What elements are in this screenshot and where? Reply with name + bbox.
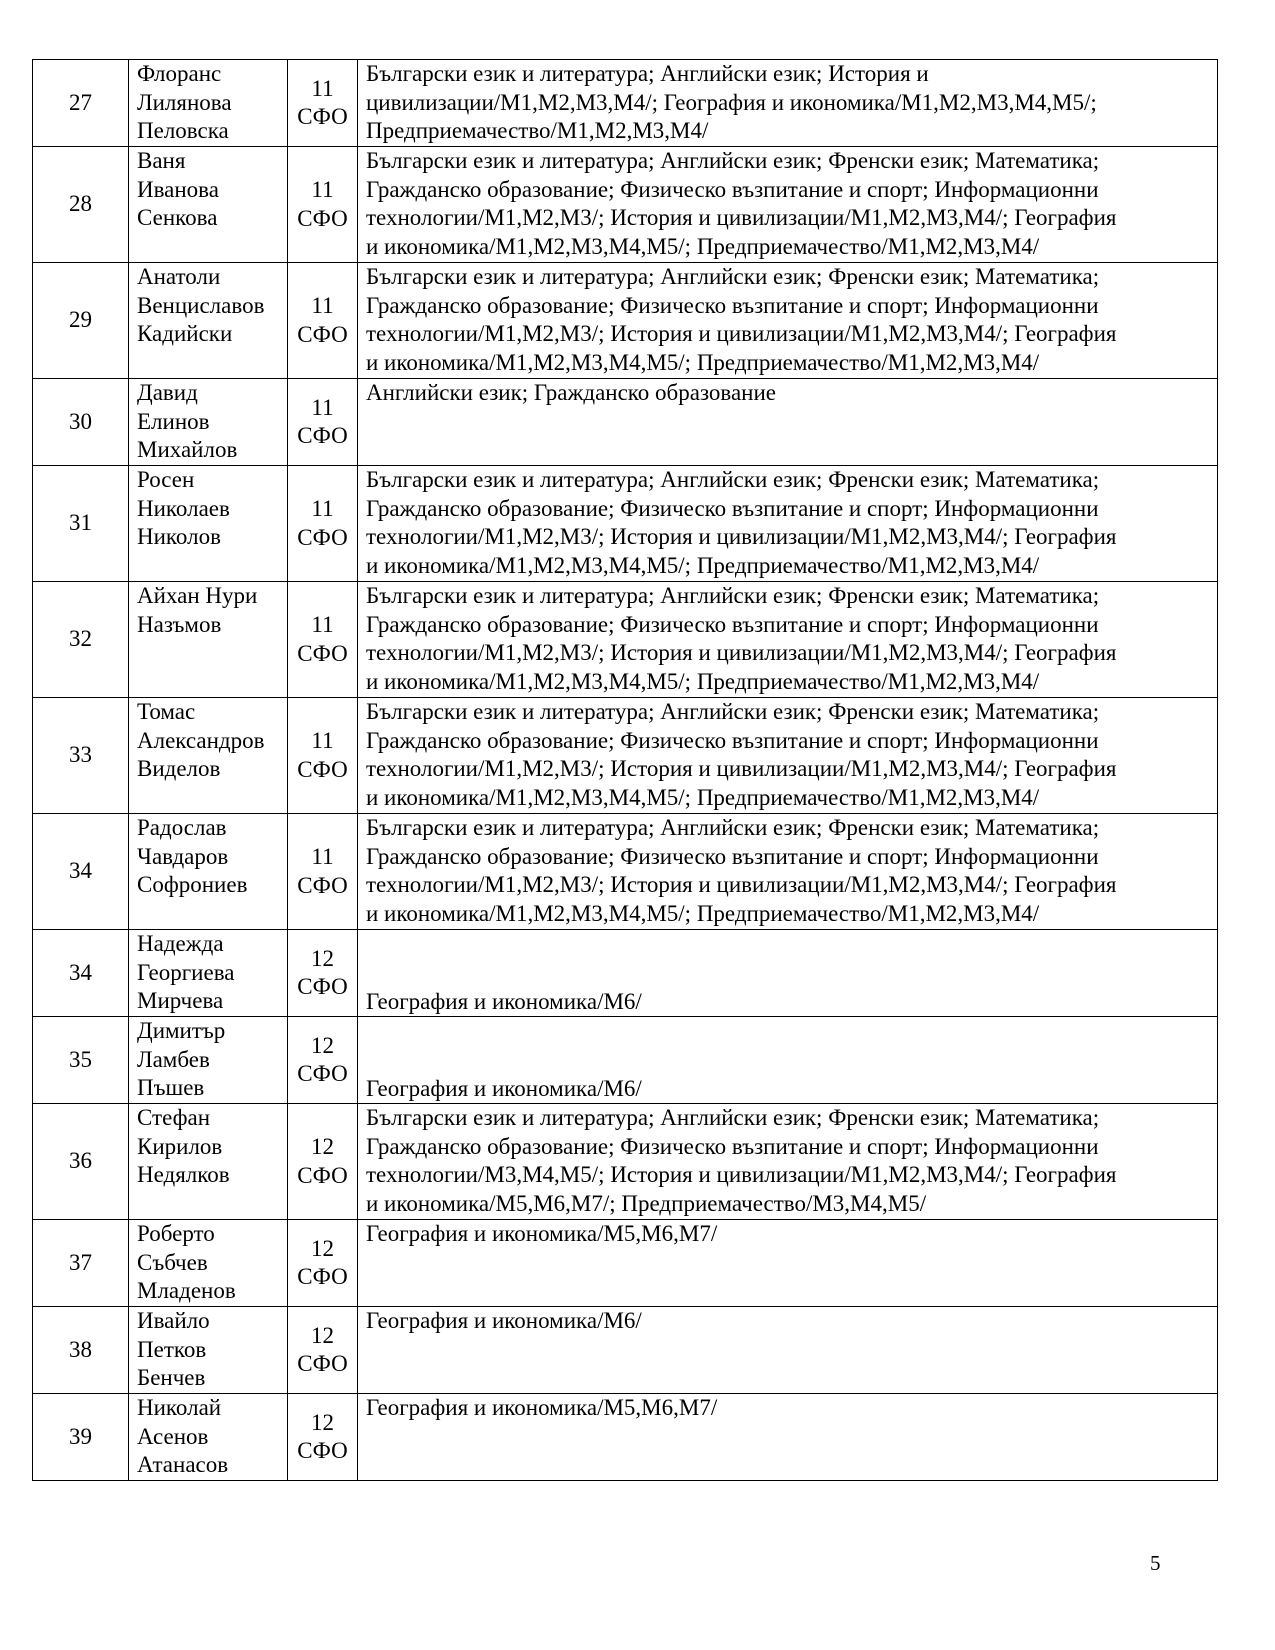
student-name-line: Младенов: [137, 1278, 236, 1303]
table-row: [33, 466, 1218, 582]
student-name: [129, 263, 288, 379]
table-row: [33, 1017, 1218, 1104]
student-name-line: Сенкова: [137, 205, 218, 230]
student-name-line: Надежда: [137, 931, 224, 956]
subjects-cell: [358, 379, 1218, 466]
student-name-line: Ваня: [137, 148, 186, 173]
student-name-line: Ивайло: [137, 1308, 210, 1333]
subjects-line: Гражданско образование; Физическо възпитание и спорт; Информационни: [366, 611, 1099, 637]
student-name: [129, 1017, 288, 1104]
subjects-line: Гражданско образование; Физическо възпитание и спорт; Информационни: [366, 843, 1099, 869]
student-name-line: Ламбев: [137, 1046, 210, 1072]
class-cell: [288, 60, 358, 147]
subjects-line: и икономика/М1,М2,М3,М4,М5/; Предприемачество/М1,М2,М3,М4/: [366, 349, 1040, 375]
subjects-cell: [358, 1017, 1218, 1104]
subjects-cell: [358, 930, 1218, 1017]
class-cell: [288, 1394, 358, 1481]
student-name-line: Айхан Нури: [137, 583, 258, 608]
student-name-line: Томас: [137, 699, 196, 724]
subjects-line: и икономика/М1,М2,М3,М4,М5/; Предприемачество/М1,М2,М3,М4/: [366, 233, 1040, 259]
student-name-line: Чавдаров: [137, 843, 229, 869]
class-cell: [288, 1104, 358, 1220]
class-line: 11: [311, 844, 334, 869]
subjects-line: технологии/М1,М2,М3/; История и цивилизации/М1,М2,М3,М4/; География: [366, 756, 1117, 781]
class-line: СФО: [297, 104, 348, 129]
students-table: [32, 59, 1218, 1481]
subjects-line: Гражданско образование; Физическо възпитание и спорт; Информационни: [366, 176, 1099, 202]
class-cell: [288, 1017, 358, 1104]
student-name-line: Анатоли: [137, 264, 221, 289]
class-line: 12: [311, 945, 334, 971]
student-name: [129, 147, 288, 263]
subjects-line: Български език и литература; Английски език; Френски език; Математика;: [366, 583, 1100, 608]
class-line: 11: [311, 394, 334, 420]
class-line: 11: [311, 75, 334, 101]
subjects-cell: [358, 814, 1218, 930]
subjects-line: и икономика/М1,М2,М3,М4,М5/; Предприемачество/М1,М2,М3,М4/: [366, 668, 1040, 694]
subjects-cell: [358, 1220, 1218, 1307]
subjects-line: и икономика/М1,М2,М3,М4,М5/; Предприемачество/М1,М2,М3,М4/: [366, 900, 1040, 926]
subjects-line: технологии/М3,М4,М5/; История и цивилизации/М1,М2,М3,М4/; География: [366, 1162, 1117, 1187]
student-name: [129, 466, 288, 582]
student-name-line: Софрониев: [137, 872, 248, 897]
subjects-line: Български език и литература; Английски език; Френски език; Математика;: [366, 264, 1100, 289]
student-name-line: Давид: [137, 380, 198, 405]
row-number: 30: [33, 379, 129, 466]
subjects-line: и икономика/М1,М2,М3,М4,М5/; Предприемачество/М1,М2,М3,М4/: [366, 784, 1040, 810]
row-number: 29: [33, 263, 129, 379]
subjects-line: Български език и литература; Английски език; История и: [366, 61, 929, 86]
class-line: СФО: [297, 1061, 348, 1086]
class-line: СФО: [297, 423, 348, 448]
table-body: [33, 60, 1218, 1481]
table-row: [33, 582, 1218, 698]
table-row: [33, 814, 1218, 930]
class-line: 12: [311, 1235, 334, 1261]
class-cell: [288, 814, 358, 930]
class-cell: [288, 1307, 358, 1394]
table-row: [33, 930, 1218, 1017]
subjects-line: География и икономика/М6/: [366, 1308, 642, 1333]
subjects-line: Български език и литература; Английски език; Френски език; Математика;: [366, 467, 1100, 492]
class-cell: [288, 379, 358, 466]
subjects-line: Гражданско образование; Физическо възпитание и спорт; Информационни: [366, 727, 1099, 753]
class-line: 11: [311, 728, 334, 753]
student-name-line: Събчев: [137, 1249, 208, 1275]
table-row: [33, 1104, 1218, 1220]
class-line: 11: [311, 293, 334, 318]
subjects-line: Гражданско образование; Физическо възпитание и спорт; Информационни: [366, 1133, 1099, 1159]
student-name-line: Виделов: [137, 756, 221, 781]
table-row: [33, 698, 1218, 814]
subjects-line: технологии/М1,М2,М3/; История и цивилизации/М1,М2,М3,М4/; География: [366, 524, 1117, 549]
class-line: СФО: [297, 205, 348, 231]
student-name: [129, 582, 288, 698]
student-name-line: Димитър: [137, 1018, 226, 1043]
student-name-line: Флоранс: [137, 61, 222, 86]
class-cell: [288, 930, 358, 1017]
student-name-line: Венциславов: [137, 292, 265, 318]
class-line: 12: [311, 1134, 334, 1159]
subjects-line: технологии/М1,М2,М3/; История и цивилизации/М1,М2,М3,М4/; География: [366, 321, 1117, 346]
student-name-line: Лилянова: [137, 89, 232, 115]
student-name: [129, 698, 288, 814]
class-cell: [288, 1220, 358, 1307]
student-name: [129, 1220, 288, 1307]
student-name-line: Александров: [137, 727, 265, 753]
row-number: 38: [33, 1307, 129, 1394]
student-name-line: Михайлов: [137, 437, 238, 462]
student-name-line: Радослав: [137, 815, 227, 840]
subjects-line: Български език и литература; Английски език; Френски език; Математика;: [366, 699, 1100, 724]
student-name: [129, 60, 288, 147]
student-name: [129, 814, 288, 930]
subjects-cell: [358, 147, 1218, 263]
row-number: 31: [33, 466, 129, 582]
student-name-line: Кирилов: [137, 1133, 223, 1159]
student-name-line: Назъмов: [137, 611, 222, 637]
subjects-line: География и икономика/М6/: [366, 988, 642, 1014]
class-cell: [288, 147, 358, 263]
student-name: [129, 379, 288, 466]
student-name-line: Пъшев: [137, 1075, 205, 1100]
row-number: 35: [33, 1017, 129, 1104]
student-name-line: Николай: [137, 1395, 222, 1420]
student-name-line: Иванова: [137, 176, 219, 202]
subjects-cell: [358, 466, 1218, 582]
row-number: 33: [33, 698, 129, 814]
class-line: 12: [311, 1032, 334, 1058]
class-line: 12: [311, 1322, 334, 1348]
student-name-line: Асенов: [137, 1423, 209, 1449]
class-line: СФО: [297, 974, 348, 999]
class-cell: [288, 263, 358, 379]
class-line: 11: [311, 496, 334, 521]
page-number: 5: [1150, 1551, 1161, 1575]
class-line: СФО: [297, 1351, 348, 1376]
row-number: 39: [33, 1394, 129, 1481]
class-line: 11: [311, 612, 334, 637]
subjects-cell: [358, 1307, 1218, 1394]
student-name-line: Николов: [137, 524, 221, 549]
student-name: [129, 1307, 288, 1394]
row-number: 37: [33, 1220, 129, 1307]
student-name-line: Атанасов: [137, 1452, 229, 1477]
table-row: [33, 1220, 1218, 1307]
class-line: СФО: [297, 321, 348, 347]
subjects-line: цивилизации/М1,М2,М3,М4/; География и икономика/М1,М2,М3,М4,М5/;: [366, 89, 1097, 115]
class-line: СФО: [297, 756, 348, 782]
subjects-cell: [358, 1104, 1218, 1220]
table-row: [33, 379, 1218, 466]
subjects-line: Български език и литература; Английски език; Френски език; Математика;: [366, 815, 1100, 840]
class-cell: [288, 582, 358, 698]
class-line: СФО: [297, 524, 348, 550]
student-name: [129, 930, 288, 1017]
table-row: [33, 147, 1218, 263]
subjects-line: География и икономика/М5,М6,М7/: [366, 1221, 718, 1246]
student-name-line: Росен: [137, 467, 195, 492]
student-name-line: Кадийски: [137, 321, 233, 346]
class-line: СФО: [297, 1264, 348, 1289]
table-row: [33, 60, 1218, 147]
subjects-line: технологии/М1,М2,М3/; История и цивилизации/М1,М2,М3,М4/; География: [366, 640, 1117, 665]
class-cell: [288, 466, 358, 582]
student-name-line: Стефан: [137, 1105, 210, 1130]
class-cell: [288, 698, 358, 814]
class-line: СФО: [297, 1162, 348, 1188]
class-line: 12: [311, 1409, 334, 1435]
subjects-line: Гражданско образование; Физическо възпитание и спорт; Информационни: [366, 495, 1099, 521]
row-number: 27: [33, 60, 129, 147]
student-name-line: Бенчев: [137, 1365, 206, 1390]
row-number: 32: [33, 582, 129, 698]
subjects-cell: [358, 582, 1218, 698]
subjects-line: технологии/М1,М2,М3/; История и цивилизации/М1,М2,М3,М4/; География: [366, 205, 1117, 230]
class-line: 11: [311, 177, 334, 202]
student-name: [129, 1104, 288, 1220]
student-name: [129, 1394, 288, 1481]
class-line: СФО: [297, 872, 348, 898]
subjects-line: Гражданско образование; Физическо възпитание и спорт; Информационни: [366, 292, 1099, 318]
student-name-line: Петков: [137, 1336, 207, 1362]
subjects-line: География и икономика/М5,М6,М7/: [366, 1395, 718, 1420]
subjects-cell: [358, 698, 1218, 814]
table-row: [33, 263, 1218, 379]
subjects-cell: [358, 1394, 1218, 1481]
subjects-line: География и икономика/М6/: [366, 1075, 642, 1101]
subjects-cell: [358, 263, 1218, 379]
row-number: 28: [33, 147, 129, 263]
row-number: 34: [33, 814, 129, 930]
subjects-line: и икономика/М5,М6,М7/; Предприемачество/М3,М4,М5/: [366, 1190, 927, 1216]
student-name-line: Пеловска: [137, 118, 229, 143]
table-row: [33, 1307, 1218, 1394]
subjects-line: Предприемачество/М1,М2,М3,М4/: [366, 118, 709, 143]
class-line: СФО: [297, 640, 348, 666]
subjects-cell: [358, 60, 1218, 147]
subjects-line: технологии/М1,М2,М3/; История и цивилизации/М1,М2,М3,М4/; География: [366, 872, 1117, 897]
student-name-line: Георгиева: [137, 959, 235, 985]
student-name-line: Мирчева: [137, 988, 224, 1013]
class-line: СФО: [297, 1438, 348, 1463]
row-number: 34: [33, 930, 129, 1017]
subjects-line: Български език и литература; Английски език; Френски език; Математика;: [366, 1105, 1100, 1130]
row-number: 36: [33, 1104, 129, 1220]
student-name-line: Елинов: [137, 408, 210, 434]
subjects-line: Английски език; Гражданско образование: [366, 380, 777, 405]
subjects-line: Български език и литература; Английски език; Френски език; Математика;: [366, 148, 1100, 173]
student-name-line: Николаев: [137, 495, 230, 521]
student-name-line: Роберто: [137, 1221, 215, 1246]
student-name-line: Недялков: [137, 1162, 230, 1187]
subjects-line: и икономика/М1,М2,М3,М4,М5/; Предприемачество/М1,М2,М3,М4/: [366, 552, 1040, 578]
table-row: [33, 1394, 1218, 1481]
